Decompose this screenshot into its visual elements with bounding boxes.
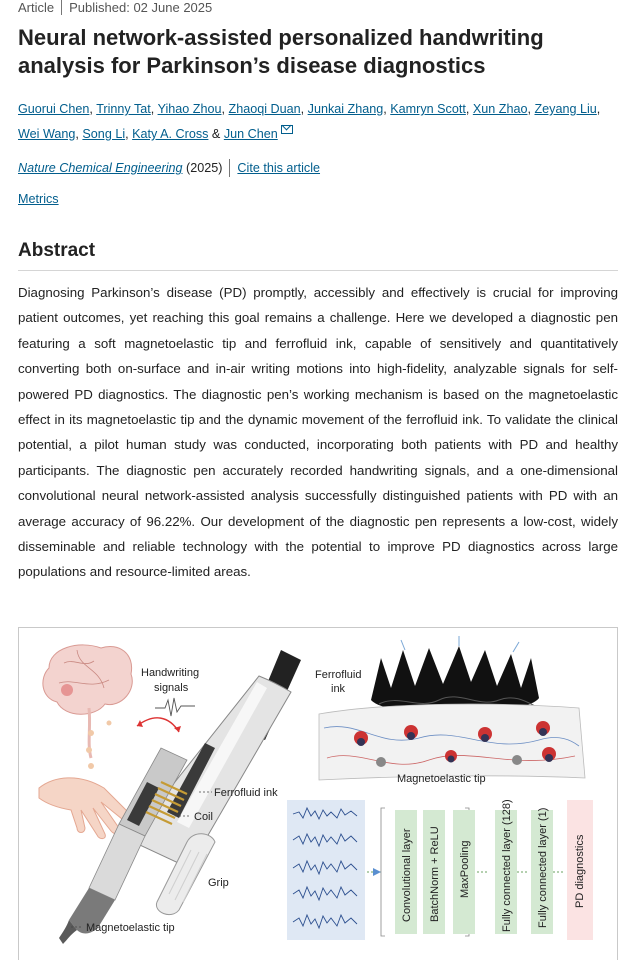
input-arrow (373, 868, 381, 876)
article-meta (18, 0, 212, 15)
signal-panel (287, 800, 365, 940)
grip-label: Grip (208, 877, 229, 889)
figure-graphic (19, 628, 618, 960)
cnn-layer-label: Fully connected layer (128) (501, 799, 513, 932)
ferrofluid-inset-label-line2: ink (331, 683, 346, 695)
journal-link[interactable] (18, 161, 183, 175)
journal-divider (229, 159, 230, 177)
author-link[interactable]: Zhaoqi Duan (228, 102, 301, 116)
abstract-text: Diagnosing Parkinson’s disease (PD) promptly, accessibly and effectively is crucial for improving patient outcomes, yet reaching this goal remains a challenge. Here we developed a diagnostic pen featuring a soft magnetoelastic tip and ferrofluid ink, capable of sensitively and quantitatively converting both on-surface and in-air writing motions into high-fidelity, analyzable signals for self-powered PD diagnostics. The diagnostic pen’s working mechanism is based on the magnetoelastic effect in its magnetoelastic tip and the dynamic movement of the ferrofluid ink. To validate the clinical potential, a pilot human study was conducted, incorporating both patients with PD and healthy participants. The diagnostic pen accurately recorded handwriting signals, and a one-dimensional convolutional neural network-assisted analysis successfully distinguished patients with PD with an average accuracy of 96.22%. Our development of the diagnostic pen represents a low-cost, widely disseminable and reliable technology with the potential to improve PD diagnostics across large populations and resource-limited areas. (18, 285, 618, 580)
author-link[interactable]: Trinny Tat (96, 102, 151, 116)
author-link[interactable]: Junkai Zhang (307, 102, 384, 116)
author-link[interactable]: Wei Wang (18, 127, 76, 141)
ferrofluid-ink-label: Ferrofluid ink (214, 787, 278, 799)
article-type: Article (18, 0, 55, 15)
meta-divider (61, 0, 62, 15)
email-icon[interactable] (281, 125, 293, 134)
journal-name: Nature Chemical Engineering (18, 161, 183, 175)
brain-illustration (43, 645, 132, 758)
handwriting-label-line2: signals (154, 682, 189, 694)
author-link[interactable]: Guorui Chen (18, 102, 90, 116)
cnn-layer-label: BatchNorm + ReLU (429, 826, 441, 922)
abstract-figure[interactable] (18, 627, 618, 960)
author-link[interactable]: Song Li (82, 127, 126, 141)
author-link[interactable]: Xun Zhao (472, 102, 528, 116)
coil-label: Coil (194, 811, 213, 823)
cnn-layer-label: MaxPooling (459, 840, 471, 898)
ferrofluid-inset-label-line1: Ferrofluid (315, 669, 362, 681)
author-list: Guorui Chen, Trinny Tat, Yihao Zhou, Zhaoqi Duan, Junkai Zhang, Kamryn Scott, Xun Zhao, Zeyang Liu, Wei Wang, Song Li, Katy A. Cross & Jun Chen (18, 102, 601, 141)
cite-article-link[interactable]: Cite this article (237, 161, 321, 175)
output-layer-label: PD diagnostics (574, 834, 586, 908)
tremor-arrow (137, 718, 179, 732)
author-link[interactable]: Yihao Zhou (157, 102, 222, 116)
magnetoelastic-tip-inset (319, 704, 585, 780)
magnetoelastic-tip-label: Magnetoelastic tip (86, 922, 175, 934)
cnn-layer-label: Convolutional layer (401, 828, 413, 922)
author-ampersand: & (211, 127, 221, 141)
article-title: Neural network-assisted personalized handwriting analysis for Parkinson’s disease diagnostics (18, 25, 544, 78)
author-link[interactable]: Jun Chen (223, 127, 278, 141)
journal-year: (2025) (186, 161, 223, 175)
author-link[interactable]: Kamryn Scott (390, 102, 466, 116)
handwriting-label-line1: Handwriting (141, 667, 200, 679)
published-date: Published: 02 June 2025 (69, 0, 213, 15)
author-link[interactable]: Katy A. Cross (132, 127, 209, 141)
cnn-layer-label: Fully connected layer (1) (537, 807, 549, 928)
metrics-link[interactable]: Metrics (18, 192, 59, 206)
abstract-divider (18, 270, 618, 271)
signal-trace (155, 698, 195, 716)
magnetoelastic-tip-inset-label: Magnetoelastic tip (397, 773, 486, 785)
author-link[interactable]: Zeyang Liu (534, 102, 597, 116)
journal-line (18, 159, 320, 177)
abstract-heading: Abstract (18, 240, 96, 261)
